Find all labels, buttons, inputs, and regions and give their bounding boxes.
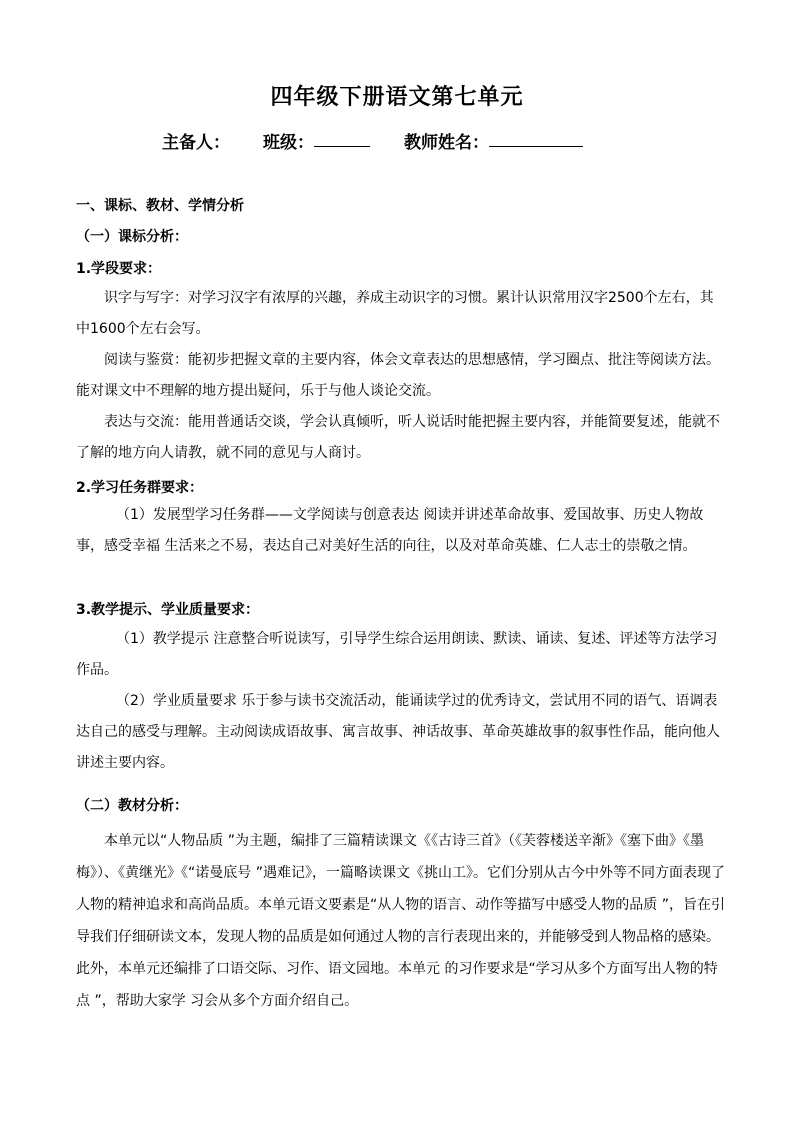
- paragraph-literacy: 识字与写字：对学习汉字有浓厚的兴趣，养成主动识字的习惯。累计认识常用汉字2500个左右，其中1600个左右会写。: [76, 290, 714, 337]
- item-heading-stage-requirements: 1.学段要求：: [76, 261, 162, 277]
- item-heading-teaching-tips: 3.教学提示、学业质量要求：: [76, 602, 260, 618]
- item-heading-task-groups: 2.学习任务群要求：: [76, 480, 204, 496]
- paragraph-quality-requirements: （2）学业质量要求 乐于参与读书交流活动，能诵读学过的优秀诗文，尝试用不同的语气、语调表达自己的感受与理解。主动阅读成语故事、寓言故事、神话故事、革命英雄故事的叙事性作品，能向他人讲述主要内容。: [76, 693, 720, 771]
- document-title: 四年级下册语文第七单元: [270, 85, 524, 110]
- class-label: 班级：: [263, 133, 314, 153]
- section-heading: 一、课标、教材、学情分析: [76, 198, 244, 214]
- class-field: [263, 128, 314, 153]
- paragraph-expression: 表达与交流：能用普通话交谈，学会认真倾听，听人说话时能把握主要内容，并能简要复述，能就不了解的地方向人请教，就不同的意见与人商讨。: [76, 414, 720, 461]
- preparer-label: 主备人：: [162, 133, 230, 153]
- subsection-heading-curriculum: （一）课标分析：: [76, 229, 188, 245]
- teacher-name-blank-line: [489, 128, 583, 147]
- paragraph-reading: 阅读与鉴赏：能初步把握文章的主要内容，体会文章表达的思想感情，学习圈点、批注等阅读方法。能对课文中不理解的地方提出疑问，乐于与他人谈论交流。: [76, 352, 720, 399]
- teacher-name-label: 教师姓名：: [404, 133, 489, 153]
- teacher-field: [404, 128, 489, 153]
- class-blank-line: [314, 128, 370, 147]
- subsection-heading-textbook: （二）教材分析：: [76, 798, 188, 814]
- paragraph-task-group: （1）发展型学习任务群——文学阅读与创意表达 阅读并讲述革命故事、爱国故事、历史人物故事，感受幸福 生活来之不易，表达自己对美好生活的向往，以及对革命英雄、仁人志士的崇敬之情。: [76, 507, 704, 554]
- paragraph-teaching-tips: （1）教学提示 注意整合听说读写，引导学生综合运用朗读、默读、诵读、复述、评述等方法学习作品。: [76, 631, 718, 678]
- paragraph-textbook-analysis: 本单元以“人物品质 ”为主题，编排了三篇精读课文《《古诗三首》（《芙蓉楼送辛渐》《塞下曲》《墨梅》）、《黄继光》《“诺曼底号 ”遇难记》，一篇略读课文《挑山工》。它们分别从古今中外等不同方面表现了人物的精神追求和高尚品质。本单元语文要素是“从人物的语言、动作等描写中感受人物的品质 ”，旨在引导我们仔细研读文本，发现人物的品质是如何通过人物的言行表现出来的，并能够受到人物品格的感染。此外，本单元还编排了口语交际、习作、语文园地。本单元 的习作要求是“学习从多个方面写出人物的特点 ”，帮助大家学 习会从多个方面介绍自己。: [76, 833, 725, 1009]
